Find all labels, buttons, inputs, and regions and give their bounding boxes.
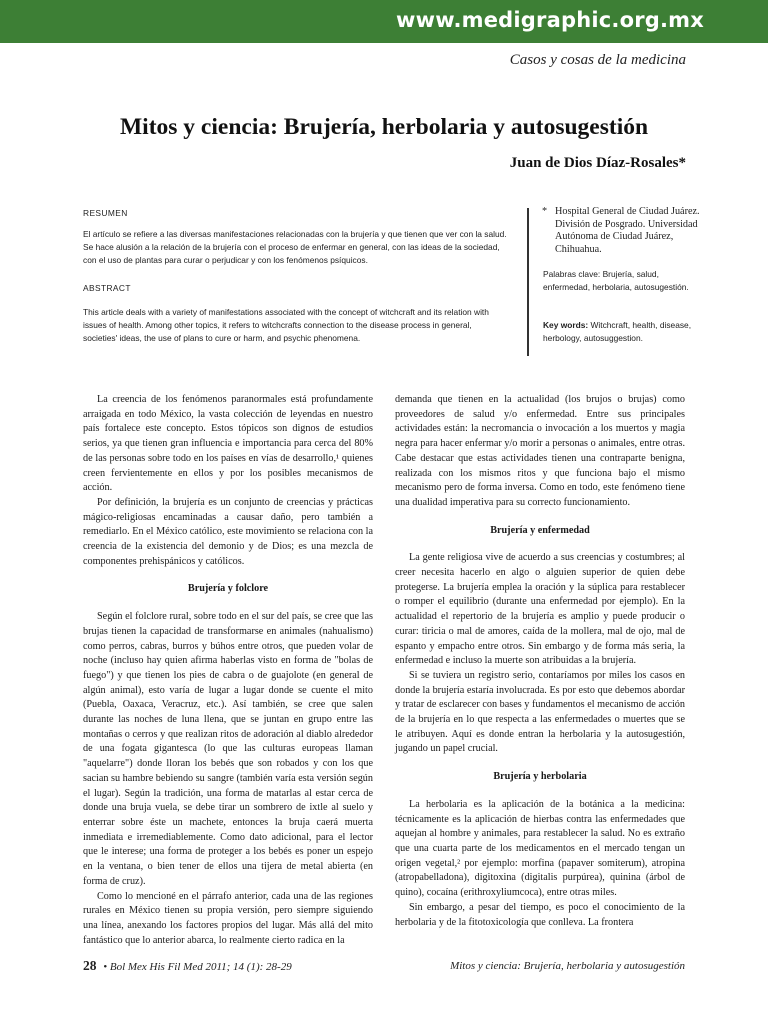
footer-citation: • Bol Mex His Fil Med 2011; 14 (1): 28-29 <box>103 961 292 973</box>
body-column-right <box>395 393 685 930</box>
abstract-heading: ABSTRACT <box>83 283 131 293</box>
section-heading: Brujería y enfermedad <box>490 524 590 536</box>
paragraph: demanda que tienen en la actualidad (los brujos o brujas) como proveedores de salud y/o enfermedad. Entre sus principales actividades están: la necromancia o invocación a los muertos y magia negra para hacer enfermar y/o morir a personas o animales, entre otras. Cabe destacar que estas actividades tienen una contraparte benigna, realizada con los mismos ritos y que funciona bajo el mismo mecanismo pero de forma inversa. Como en todo, este fenómeno tiene una dualidad imperativa para su correcto funcionamiento. <box>395 394 685 508</box>
footer-citation-block <box>83 958 292 974</box>
keywords-en <box>543 319 693 345</box>
paragraph: La herbolaria es la aplicación de la botánica a la medicina: técnicamente es la aplicación de hierbas contra las enfermedades que aquejan al hombre y animales, para restablecer la salud. No es extraño que una cuarta parte de los medicamentos en el mercado tengan un origen vegetal,² por ejemplo: morfina (papaver somiterum), atropina (atropabelladona), digitoxina (digitalis purpúrea), quinina (árbol de quino), cocaína (erithroxyliumcoca), entre otras miles. <box>395 798 685 899</box>
paragraph: Según el folclore rural, sobre todo en el sur del país, se cree que las brujas tienen la capacidad de transformarse en animales (nahualismo) como perros, cabras, burros y búhos entre otros, que pueden volar de noche (incluso hay quien afirma haberlas visto en forma de "bolas de fuego") y que tienen los pies de cabra o de guajolote (en general de algún animal), esto varía de lugar a lugar donde se cuente el mito (Puebla, Oaxaca, Veracruz, etc.). Así también, se cree que salen durante las noches de luna llena, que se juntan en grupo entre las montañas o cerros y que realizan ritos de adoración al diablo alrededor de una fogata gigantesca (lo que las culturas europeas llaman "aquelarre") donde lloran los bebés que son robados y con los que sacian su hambre bebiendo su sangre (también varía esta versión según el lugar). Según la tradición, una forma de matarlas al estar cerca de donde una bruja vuela, se debe tirar un sombrero de ixtle al suelo y enterrar sobre éste un machete, entonces la bruja caerá muerta inmediata e irremediablemente. Como dato adicional, para el lector que le interese; una forma de proteger a los bebés es poner un espejo en la ventana, o bien tener de ellos una tijera de metal abierta (en forma de cruz). <box>83 611 373 887</box>
keywords-es-text: Brujería, salud, enfermedad, herbolaria, autosugestión. <box>543 269 689 292</box>
resumen-text: El artículo se refiere a las diversas manifestaciones relacionadas con la brujería y que tienen que ver con la salud. Se hace alusión a la relación de la brujería con el proceso de enfermar en general, con las ideas de la sociedad, con el uso de plantas para curar o perjudicar y con los fenómenos psíquicos. <box>83 229 507 265</box>
page-number: 28 <box>83 958 97 973</box>
keywords-es-label: Palabras clave: <box>543 269 601 279</box>
running-title: Mitos y ciencia: Brujería, herbolaria y autosugestión <box>450 960 685 972</box>
sidebar-divider <box>527 208 529 356</box>
article-title: Mitos y ciencia: Brujería, herbolaria y autosugestión <box>120 114 649 140</box>
paragraph: La creencia de los fenómenos paranormales está profundamente arraigada en todo México, la vasta colección de leyendas en nuestro país fortalece este concepto. Estos tópicos son dignos de estudios serios, ya que tienen gran influencia e importancia para cerca del 80% de las personas sobre todo en los países en vías de desarrollo,¹ quienes creen fervientemente en ellos y por los posibles mecanismos de acción. <box>83 394 373 494</box>
site-banner <box>0 0 768 43</box>
affiliation <box>542 206 702 256</box>
article-author: Juan de Dios Díaz-Rosales* <box>509 155 686 171</box>
site-url[interactable]: www.medigraphic.org.mx <box>396 8 704 32</box>
keywords-en-text: Witchcraft, health, disease, herbology, autosuggestion. <box>543 320 692 343</box>
affiliation-marker: * <box>542 206 548 217</box>
keywords-en-label: Key words: <box>543 320 589 330</box>
paragraph: Sin embargo, a pesar del tiempo, es poco el conocimiento de la herbolaria y de la fitotoxicología que conlleva. La frontera <box>395 901 685 928</box>
resumen-heading: RESUMEN <box>83 208 128 218</box>
abstract-text: This article deals with a variety of manifestations associated with the concept of witchcraft and its relation with issues of health. Among other topics, it refers to witchcrafts connection to the disease process in general, societies' ideas, the use of plans to cure or harm, and psychic phenomena. <box>83 307 489 343</box>
paragraph: La gente religiosa vive de acuerdo a sus creencias y costumbres; al creer necesita hacerlo en algo o alguien superior de quien debe protegerse. La brujería emplea la oración y la súplica para restablecer o romper el equilibrio (durante una enfermedad por ejemplo). En la actualidad el repertorio de la brujería es amplio y puede producir o curar: tiricia o mal de amores, caída de la mollera, mal de ojo, mal de espanto y empacho entre otros. Sin embargo y de forma más seria, la enfermedad e incluso la muerte son atribuidas a la brujería. <box>395 552 685 667</box>
body-column-left <box>83 393 373 948</box>
affiliation-text: Hospital General de Ciudad Juárez. División de Posgrado. Universidad Autónoma de Ciudad Juárez, Chihuahua. <box>555 206 700 255</box>
section-heading: Brujería y herbolaria <box>493 771 587 783</box>
section-heading: Brujería y folclore <box>187 583 269 595</box>
paragraph: Por definición, la brujería es un conjunto de creencias y prácticas mágico-religiosas encaminadas a causar daño, pero también a remediarlo. En el México católico, este movimiento se relaciona con la creencia de la existencia del demonio y de Dios; es una mezcla de componentes prehispánicos y católicos. <box>83 496 373 567</box>
paragraph: Si se tuviera un registro serio, contaríamos por miles los casos en donde la brujería estaría involucrada. Es por esto que debemos abordar y tratar de esclarecer con bases y fundamentos el mecanismo de acción de la brujería en lo que respecta a las enfermedades o muertes que se le atribuyen. Aquí es donde entran la herbolaria y la autosugestión, jugando un papel crucial. <box>395 669 685 755</box>
keywords-es <box>543 268 693 294</box>
paragraph: Como lo mencioné en el párrafo anterior, cada una de las regiones rurales en México tienen su propia versión, pero siempre siguiendo una línea, anexando los factores propios del lugar. Más allá del mito fantástico que lo anterior abarca, lo realmente cierto radica en la <box>83 890 373 946</box>
section-label: Casos y cosas de la medicina <box>509 52 686 68</box>
